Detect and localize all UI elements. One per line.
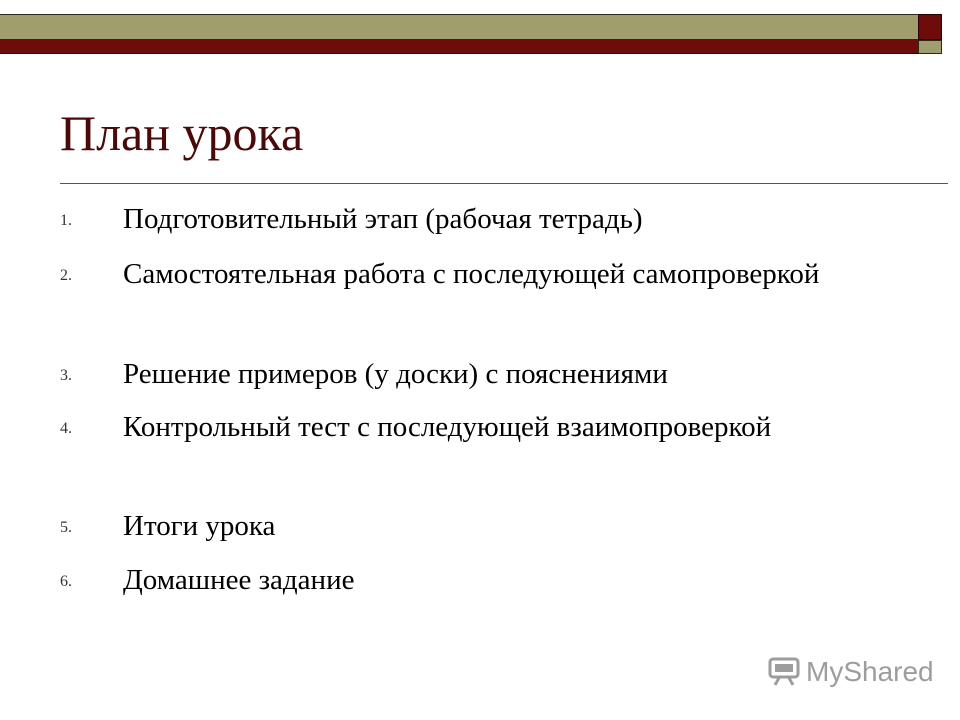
list-item-number: 3.	[60, 367, 72, 384]
header-corner-olive	[918, 40, 942, 54]
watermark	[768, 656, 934, 688]
header-bar-maroon	[0, 40, 918, 54]
list-item-number: 2.	[60, 267, 72, 284]
list-item-text: Итоги урока	[123, 510, 276, 542]
projector-screen-icon	[768, 657, 800, 687]
watermark-text: MyShared	[806, 656, 934, 687]
list-item-text: Самостоятельная работа с последующей самопроверкой	[123, 258, 820, 290]
slide-title: План урока	[60, 105, 304, 161]
header-bar-olive	[0, 14, 918, 40]
list-item-text: Контрольный тест с последующей взаимопроверкой	[123, 411, 772, 443]
list-item-number: 4.	[60, 420, 72, 437]
list-item-text: Домашнее задание	[123, 564, 355, 596]
list-item-number: 5.	[60, 519, 72, 536]
title-divider	[60, 183, 948, 184]
header-corner-maroon	[918, 14, 942, 40]
list-item-number: 6.	[60, 573, 72, 590]
list-item-text: Подготовительный этап (рабочая тетрадь)	[123, 203, 643, 235]
list-item-number: 1.	[60, 212, 72, 229]
list-item-text: Решение примеров (у доски) с пояснениями	[123, 358, 668, 390]
